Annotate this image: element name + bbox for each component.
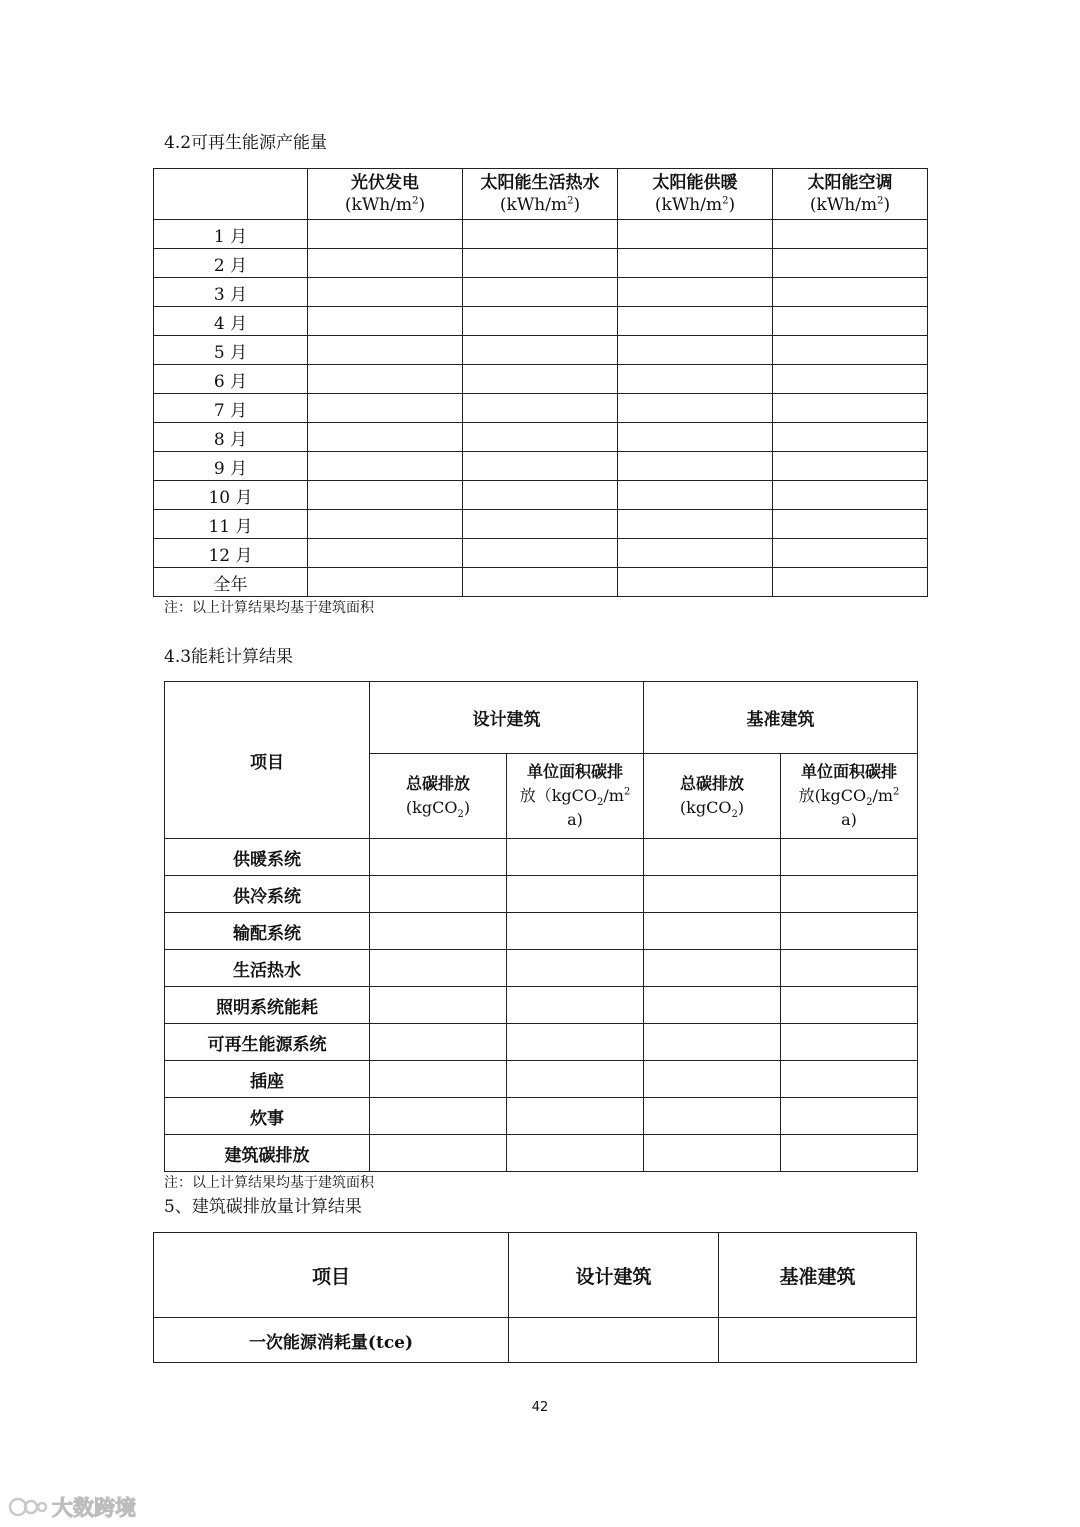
- empty-cell: [308, 249, 463, 278]
- empty-cell: [463, 423, 618, 452]
- table-row: [154, 423, 928, 452]
- row-label: 可再生能源系统: [165, 1024, 370, 1061]
- table-row: [165, 1135, 918, 1172]
- carbon-emission-result-table: [153, 1232, 917, 1363]
- empty-cell: [781, 913, 918, 950]
- table-row: [165, 913, 918, 950]
- empty-cell: [773, 365, 928, 394]
- empty-cell: [773, 481, 928, 510]
- renewable-energy-table: [153, 168, 928, 597]
- section-5-title: 5、建筑碳排放量计算结果: [164, 1197, 362, 1217]
- total-carbon-header: 总碳排放 (kgCO$_2$): [370, 754, 507, 839]
- empty-cell: [618, 365, 773, 394]
- empty-cell: [781, 1098, 918, 1135]
- table-row: [154, 481, 928, 510]
- row-label: 10 月: [154, 481, 308, 510]
- table-row: [154, 220, 928, 249]
- table-row: [154, 568, 928, 597]
- empty-cell: [463, 510, 618, 539]
- baseline-building-header: 基准建筑: [644, 682, 918, 754]
- empty-cell: [370, 1135, 507, 1172]
- empty-cell: [618, 336, 773, 365]
- empty-cell: [308, 452, 463, 481]
- empty-cell: [618, 220, 773, 249]
- empty-cell: [644, 1135, 781, 1172]
- empty-cell: [507, 987, 644, 1024]
- empty-cell: [507, 876, 644, 913]
- table-row: [154, 510, 928, 539]
- empty-cell: [719, 1318, 917, 1363]
- table-row: [165, 876, 918, 913]
- empty-cell: [618, 423, 773, 452]
- empty-cell: [308, 307, 463, 336]
- col-header: 太阳能供暖 $(kWh/m^2)$: [618, 169, 773, 220]
- row-label: 5 月: [154, 336, 308, 365]
- empty-cell: [618, 452, 773, 481]
- empty-cell: [644, 839, 781, 876]
- empty-cell: [618, 510, 773, 539]
- row-label: 2 月: [154, 249, 308, 278]
- table-note: 注：以上计算结果均基于建筑面积: [164, 1175, 374, 1191]
- empty-cell: [781, 876, 918, 913]
- table-note: 注：以上计算结果均基于建筑面积: [164, 600, 374, 616]
- empty-cell: [773, 510, 928, 539]
- row-label: 8 月: [154, 423, 308, 452]
- empty-cell: [781, 987, 918, 1024]
- empty-cell: [370, 987, 507, 1024]
- empty-cell: [644, 1024, 781, 1061]
- empty-cell: [308, 510, 463, 539]
- row-label: 1 月: [154, 220, 308, 249]
- row-label: 12 月: [154, 539, 308, 568]
- empty-cell: [308, 365, 463, 394]
- empty-cell: [644, 876, 781, 913]
- row-label: 4 月: [154, 307, 308, 336]
- empty-cell: [618, 249, 773, 278]
- table-row: [165, 1061, 918, 1098]
- table-row: [165, 987, 918, 1024]
- row-label: 插座: [165, 1061, 370, 1098]
- empty-cell: [644, 950, 781, 987]
- table-header-row: [154, 169, 928, 220]
- row-label: 建筑碳排放: [165, 1135, 370, 1172]
- row-label: 供冷系统: [165, 876, 370, 913]
- empty-cell: [507, 1024, 644, 1061]
- row-label: 全年: [154, 568, 308, 597]
- table-row: [154, 307, 928, 336]
- unit-area-carbon-header: 单位面积碳排 放（$kgCO_2/m^2$ a): [507, 754, 644, 839]
- empty-cell: [463, 307, 618, 336]
- empty-cell: [773, 307, 928, 336]
- col-header: 太阳能空调 $(kWh/m^2)$: [773, 169, 928, 220]
- corner-cell: [154, 169, 308, 220]
- row-label: 供暖系统: [165, 839, 370, 876]
- section-4-3-title: 4.3能耗计算结果: [164, 647, 294, 667]
- empty-cell: [781, 839, 918, 876]
- table-row: [154, 249, 928, 278]
- empty-cell: [781, 1061, 918, 1098]
- empty-cell: [773, 568, 928, 597]
- row-label: 一次能源消耗量(tce): [154, 1318, 509, 1363]
- empty-cell: [507, 913, 644, 950]
- empty-cell: [773, 336, 928, 365]
- empty-cell: [463, 336, 618, 365]
- table-header-row: [165, 682, 918, 754]
- empty-cell: [644, 913, 781, 950]
- empty-cell: [618, 394, 773, 423]
- empty-cell: [507, 839, 644, 876]
- empty-cell: [308, 394, 463, 423]
- table-row: [154, 539, 928, 568]
- table-row: [154, 1318, 917, 1363]
- table-header-row: [154, 1233, 917, 1318]
- empty-cell: [308, 336, 463, 365]
- empty-cell: [308, 220, 463, 249]
- empty-cell: [370, 1098, 507, 1135]
- empty-cell: [370, 839, 507, 876]
- row-label: 11 月: [154, 510, 308, 539]
- unit-area-carbon-header: 单位面积碳排 放($kgCO_2/m^2$ a): [781, 754, 918, 839]
- empty-cell: [781, 1135, 918, 1172]
- table-row: [165, 839, 918, 876]
- table-row: [165, 1024, 918, 1061]
- empty-cell: [773, 220, 928, 249]
- empty-cell: [644, 1098, 781, 1135]
- total-carbon-header: 总碳排放 (kgCO$_2$): [644, 754, 781, 839]
- empty-cell: [509, 1318, 719, 1363]
- design-building-header: 设计建筑: [509, 1233, 719, 1318]
- empty-cell: [370, 1061, 507, 1098]
- design-building-header: 设计建筑: [370, 682, 644, 754]
- page-number: 42: [531, 1400, 549, 1415]
- table-row: [154, 452, 928, 481]
- row-label: 输配系统: [165, 913, 370, 950]
- empty-cell: [773, 423, 928, 452]
- item-header: 项目: [154, 1233, 509, 1318]
- empty-cell: [463, 568, 618, 597]
- empty-cell: [618, 568, 773, 597]
- empty-cell: [463, 220, 618, 249]
- empty-cell: [773, 249, 928, 278]
- row-label: 6 月: [154, 365, 308, 394]
- empty-cell: [308, 423, 463, 452]
- row-label: 生活热水: [165, 950, 370, 987]
- empty-cell: [507, 1098, 644, 1135]
- empty-cell: [773, 394, 928, 423]
- watermark: 大数跨境: [8, 1492, 136, 1522]
- empty-cell: [370, 913, 507, 950]
- table-row: [154, 336, 928, 365]
- empty-cell: [463, 365, 618, 394]
- row-label: 9 月: [154, 452, 308, 481]
- row-label: 3 月: [154, 278, 308, 307]
- empty-cell: [370, 1024, 507, 1061]
- row-label: 7 月: [154, 394, 308, 423]
- empty-cell: [644, 1061, 781, 1098]
- empty-cell: [463, 278, 618, 307]
- empty-cell: [773, 452, 928, 481]
- energy-consumption-table: [164, 681, 918, 1172]
- empty-cell: [463, 481, 618, 510]
- watermark-logo-icon: [8, 1494, 48, 1520]
- empty-cell: [308, 568, 463, 597]
- empty-cell: [308, 481, 463, 510]
- empty-cell: [773, 539, 928, 568]
- empty-cell: [370, 876, 507, 913]
- empty-cell: [308, 539, 463, 568]
- table-row: [165, 1098, 918, 1135]
- empty-cell: [463, 452, 618, 481]
- empty-cell: [370, 950, 507, 987]
- row-label: 照明系统能耗: [165, 987, 370, 1024]
- section-4-2-title: 4.2可再生能源产能量: [164, 133, 328, 153]
- empty-cell: [773, 278, 928, 307]
- empty-cell: [644, 987, 781, 1024]
- table-row: [165, 950, 918, 987]
- item-header: 项目: [165, 682, 370, 839]
- empty-cell: [781, 950, 918, 987]
- empty-cell: [308, 278, 463, 307]
- empty-cell: [507, 1061, 644, 1098]
- row-label: 炊事: [165, 1098, 370, 1135]
- empty-cell: [781, 1024, 918, 1061]
- empty-cell: [618, 278, 773, 307]
- col-header: 太阳能生活热水 $(kWh/m^2)$: [463, 169, 618, 220]
- empty-cell: [463, 394, 618, 423]
- col-header: 光伏发电 $(kWh/m^2)$: [308, 169, 463, 220]
- baseline-building-header: 基准建筑: [719, 1233, 917, 1318]
- empty-cell: [507, 1135, 644, 1172]
- empty-cell: [463, 539, 618, 568]
- table-row: [154, 278, 928, 307]
- empty-cell: [618, 307, 773, 336]
- table-row: [154, 365, 928, 394]
- empty-cell: [463, 249, 618, 278]
- empty-cell: [618, 481, 773, 510]
- empty-cell: [507, 950, 644, 987]
- empty-cell: [618, 539, 773, 568]
- table-row: [154, 394, 928, 423]
